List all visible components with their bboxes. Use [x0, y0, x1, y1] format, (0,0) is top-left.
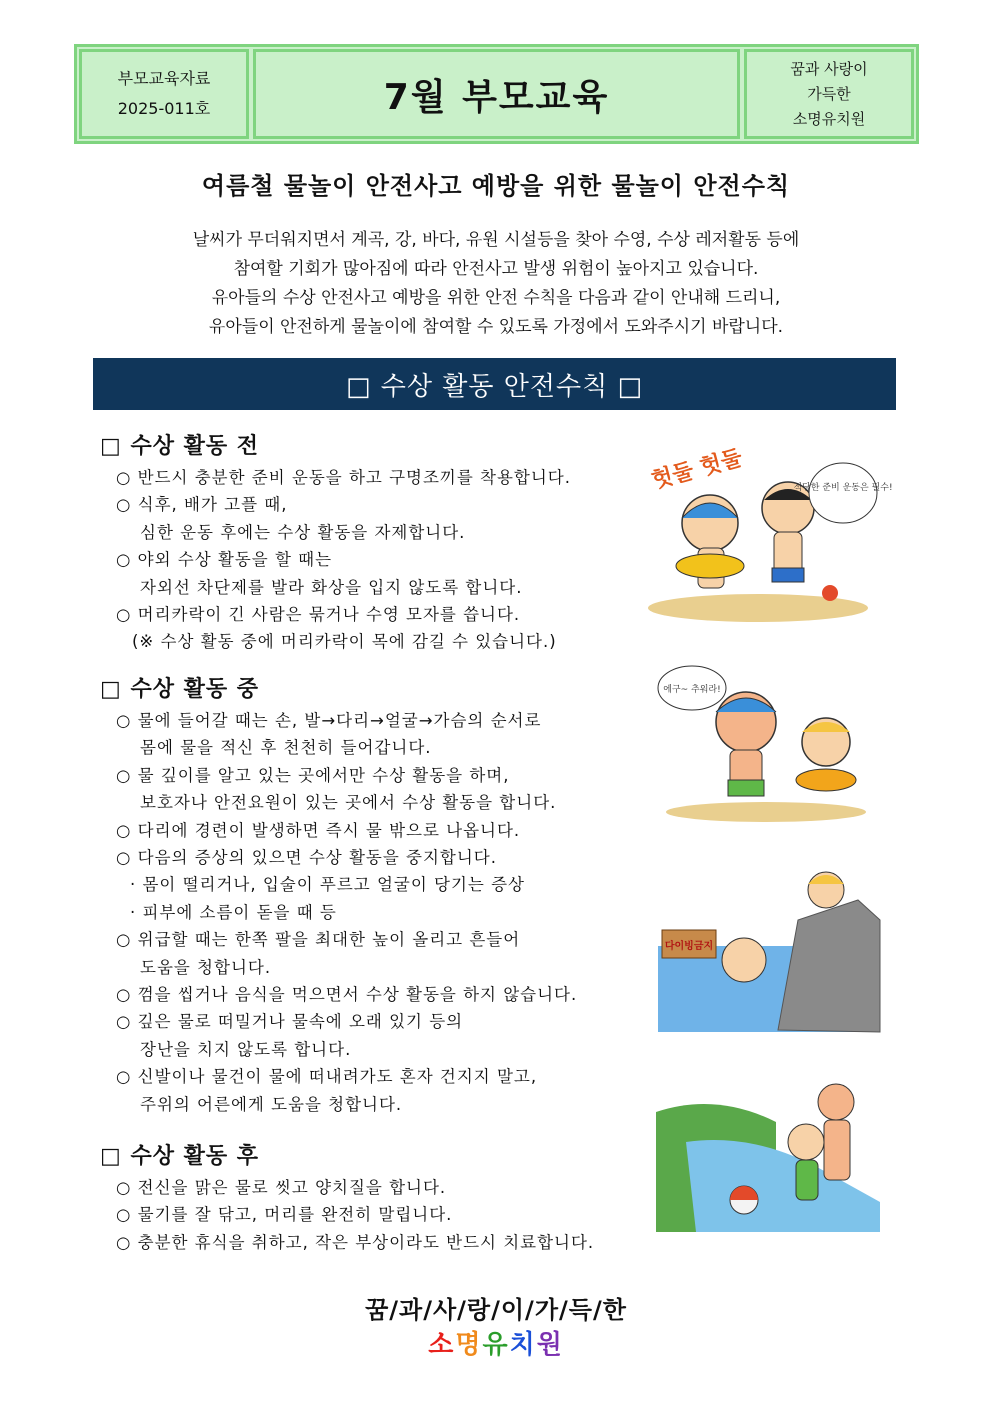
slogan-cell [744, 49, 914, 139]
slogan-line-3: 소명유치원 [792, 109, 866, 128]
rule-item-cont: 도움을 청합니다. [140, 957, 272, 977]
doc-number: 2025-011호 [117, 99, 211, 118]
intro-line: 참여할 기회가 많아짐에 따라 안전사고 발생 위험이 높아지고 있습니다. [233, 259, 759, 279]
rule-item: ○ 신발이나 물건이 물에 떠내려가도 혼자 건지지 말고, [116, 1067, 538, 1087]
section-banner-text: □ 수상 활동 안전수칙 □ [345, 371, 644, 402]
school-char: 명 [455, 1330, 483, 1360]
rule-item-cont: 심한 운동 후에는 수상 활동을 자제합니다. [140, 522, 466, 542]
rule-item: ○ 전신을 맑은 물로 씻고 양치질을 합니다. [116, 1178, 447, 1197]
rule-item: ○ 물 깊이를 알고 있는 곳에서만 수상 활동을 하며, [116, 765, 510, 785]
cold-bubble-text: 에구~ 추워라! [663, 685, 721, 695]
rule-item: ○ 야외 수상 활동을 할 때는 [116, 550, 333, 570]
rule-subitem: · 피부에 소름이 돋을 때 등 [130, 902, 337, 922]
section-title: □ 수상 활동 후 [100, 1144, 260, 1169]
rule-item-cont: 보호자나 안전요원이 있는 곳에서 수상 활동을 합니다. [140, 793, 557, 813]
rule-item-cont: 몸에 물을 적신 후 천천히 들어갑니다. [140, 738, 432, 758]
no-diving-illustration [658, 860, 880, 1036]
section-after [100, 1140, 640, 1256]
rule-item: ○ 다리에 경련이 발생하면 즉시 물 밖으로 나옵니다. [116, 820, 521, 840]
page-title-text: 7월 부모교육 [383, 76, 610, 118]
header-box [74, 44, 919, 144]
rule-item: ○ 충분한 휴식을 취하고, 작은 부상이라도 반드시 치료합니다. [116, 1232, 595, 1252]
rule-item-cont: 자외선 차단제를 발라 화상을 입지 않도록 합니다. [140, 577, 523, 597]
rule-item: ○ 다음의 증상의 있으면 수상 활동을 중지합니다. [116, 848, 497, 868]
rule-item-cont: 장난을 치지 않도록 합니다. [140, 1039, 352, 1059]
doc-info-cell [79, 49, 249, 139]
rule-item-cont: 주위의 어른에게 도움을 청합니다. [140, 1094, 403, 1114]
rule-item: ○ 머리카락이 긴 사람은 묶거나 수영 모자를 씁니다. [116, 605, 521, 625]
document-subtitle: 여름철 물놀이 안전사고 예방을 위한 물놀이 안전수칙 [201, 172, 791, 200]
rule-item: ○ 위급할 때는 한쪽 팔을 최대한 높이 올리고 흔들어 [116, 930, 521, 950]
intro-line: 유아들의 수상 안전사고 예방을 위한 안전 수칙을 다음과 같이 안내해 드리니, [211, 288, 781, 308]
school-char: 원 [536, 1330, 564, 1360]
rule-item: ○ 반드시 충분한 준비 운동을 하고 구명조끼를 착용합니다. [116, 468, 571, 487]
rule-item: ○ 식후, 배가 고플 때, [116, 495, 288, 515]
page-title [253, 49, 740, 139]
river-kids-illustration [656, 1072, 880, 1232]
section-during [100, 673, 640, 1118]
section-before [100, 430, 640, 656]
rule-note: (※ 수상 활동 중에 머리카락이 목에 감길 수 있습니다.) [132, 632, 557, 652]
intro-line: 날씨가 무더워지면서 계곡, 강, 바다, 유원 시설등을 찾아 수영, 수상 레저활동 등에 [192, 230, 800, 250]
section-banner [93, 358, 896, 410]
rule-item: ○ 껌을 씹거나 음식을 먹으면서 수상 활동을 하지 않습니다. [116, 985, 578, 1005]
warmup-illustration [648, 445, 893, 620]
intro-line: 유아들이 안전하게 물놀이에 참여할 수 있도록 가정에서 도와주시기 바랍니다. [208, 317, 784, 337]
section-title: □ 수상 활동 전 [100, 434, 260, 459]
section-title: □ 수상 활동 중 [100, 677, 260, 702]
doc-type: 부모교육자료 [117, 69, 211, 88]
school-char: 치 [509, 1330, 537, 1360]
rule-item: ○ 깊은 물로 떠밀거나 물속에 오래 있기 등의 [116, 1012, 464, 1032]
cold-kids-illustration [656, 662, 880, 824]
no-diving-sign-text: 다이빙금지 [664, 941, 714, 952]
rule-subitem: · 몸이 떨리거나, 입술이 푸르고 얼굴이 당기는 증상 [130, 875, 525, 895]
rule-item: ○ 물기를 잘 닦고, 머리를 완전히 말립니다. [116, 1205, 453, 1225]
slogan-line-1: 꿈과 사랑이 [790, 59, 868, 78]
warmup-bubble-text: 적당한 준비 운동은 필수! [793, 483, 893, 493]
shout-text: 헛둘 헛둘 [649, 445, 746, 494]
rule-item: ○ 물에 들어갈 때는 손, 발→다리→얼굴→가슴의 순서로 [116, 711, 542, 730]
footer-school-name [0, 1324, 992, 1361]
slogan-line-2: 가득한 [807, 84, 851, 103]
school-char: 소 [428, 1330, 456, 1360]
school-char: 유 [482, 1330, 510, 1360]
intro-paragraph [0, 226, 992, 342]
footer-slogan: 꿈/과/사/랑/이/가/득/한 [365, 1296, 627, 1324]
